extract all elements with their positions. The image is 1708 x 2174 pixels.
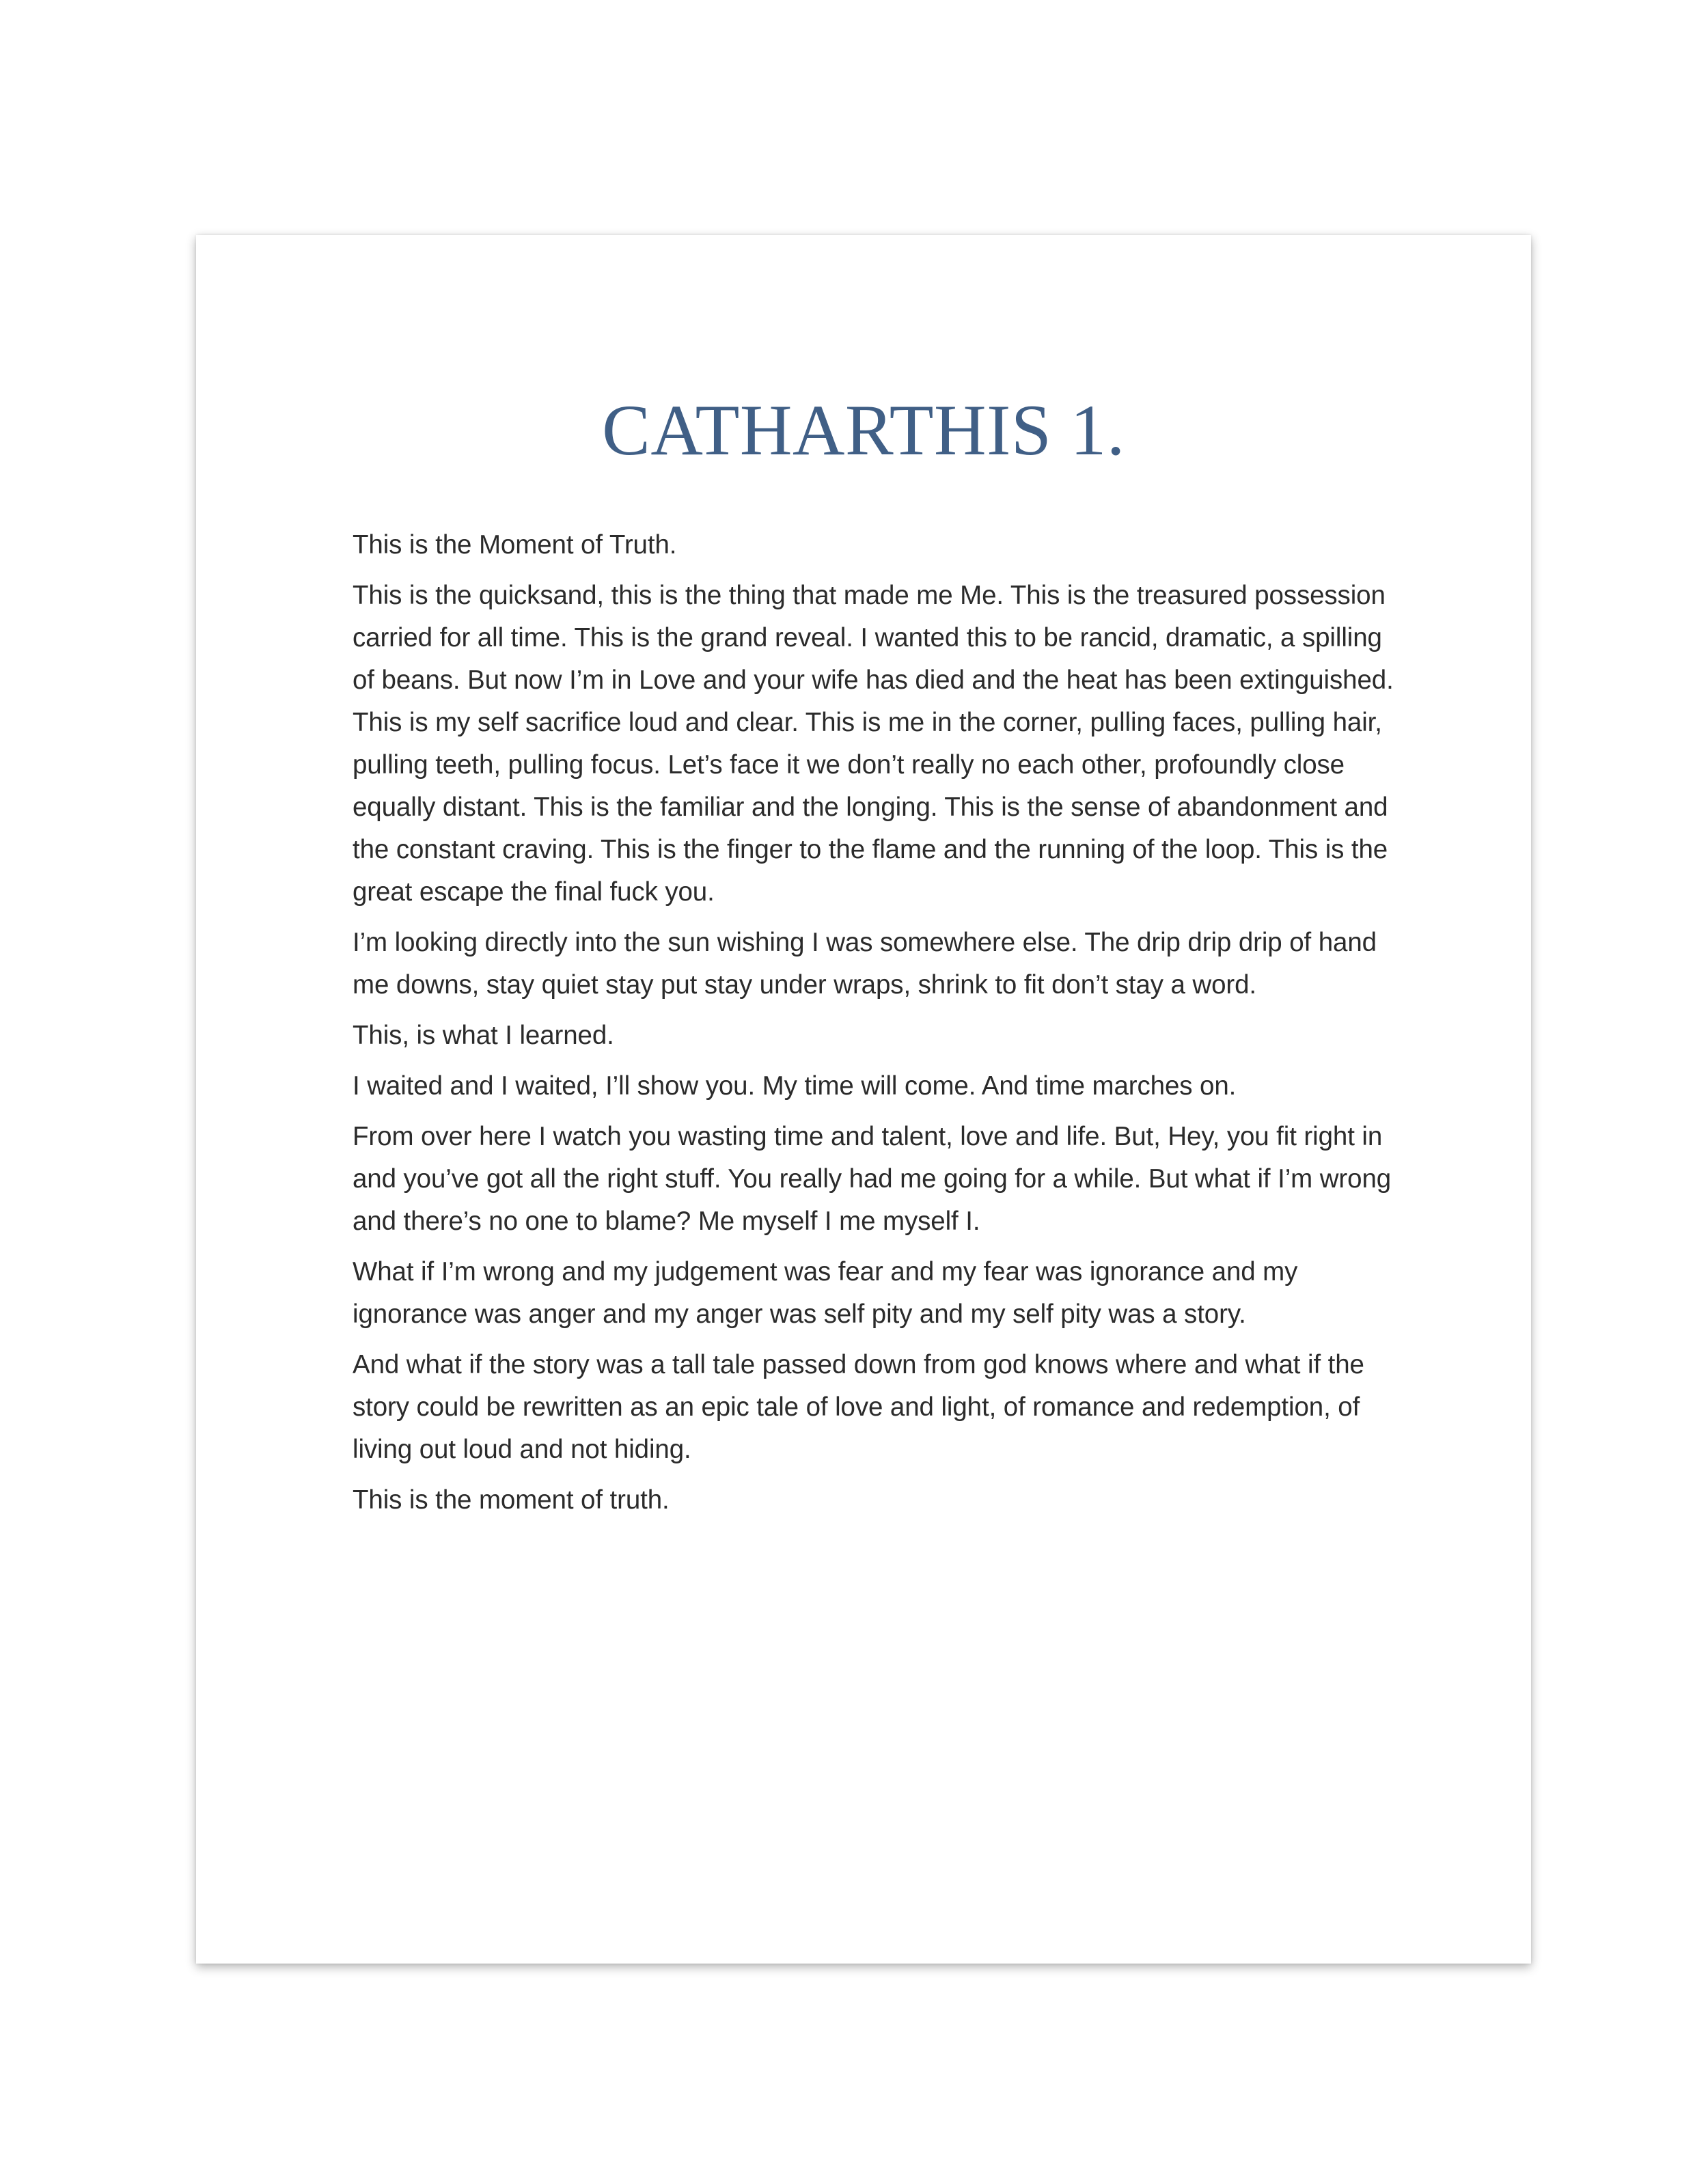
paragraph: What if I’m wrong and my judgement was fear and my fear was ignorance and my ignorance was anger and my anger was self pity and my self pity was a story. bbox=[353, 1257, 1298, 1329]
paragraph: And what if the story was a tall tale passed down from god knows where and what if the story could be rewritten as an epic tale of love and light, of romance and redemption, of living out loud and not hiding. bbox=[353, 1350, 1364, 1464]
paragraph: This is the moment of truth. bbox=[353, 1485, 670, 1515]
paragraph: This is the Moment of Truth. bbox=[353, 530, 677, 560]
paragraph: I waited and I waited, I’ll show you. My time will come. And time marches on. bbox=[353, 1071, 1237, 1101]
paragraph: This is the quicksand, this is the thing that made me Me. This is the treasured possession carried for all time. This is the grand reveal. I wanted this to be rancid, dramatic, a spilling of beans. But now I’m in Love and your wife has died and the heat has been extinguished. This is my self sacrifice loud and clear. This is me in the corner, pulling faces, pulling hair, pulling teeth, pulling focus. Let’s face it we don’t really no each other, profoundly close equally distant. This is the familiar and the longing. This is the sense of abandonment and the constant craving. This is the finger to the flame and the running of the loop. This is the great escape the final fuck you. bbox=[353, 581, 1394, 907]
document-title: CATHARTHIS 1. bbox=[602, 390, 1125, 470]
paragraph: This, is what I learned. bbox=[353, 1021, 614, 1050]
paragraph: I’m looking directly into the sun wishing I was somewhere else. The drip drip drip of hand me downs, stay quiet stay put stay under wraps, shrink to fit don’t stay a word. bbox=[353, 928, 1377, 1000]
document-page bbox=[196, 235, 1531, 1964]
paragraph: From over here I watch you wasting time and talent, love and life. But, Hey, you fit right in and you’ve got all the right stuff. You really had me going for a while. But what if I’m wrong and there’s no one to blame? Me myself I me myself I. bbox=[353, 1122, 1392, 1236]
document-body bbox=[353, 524, 1405, 1530]
